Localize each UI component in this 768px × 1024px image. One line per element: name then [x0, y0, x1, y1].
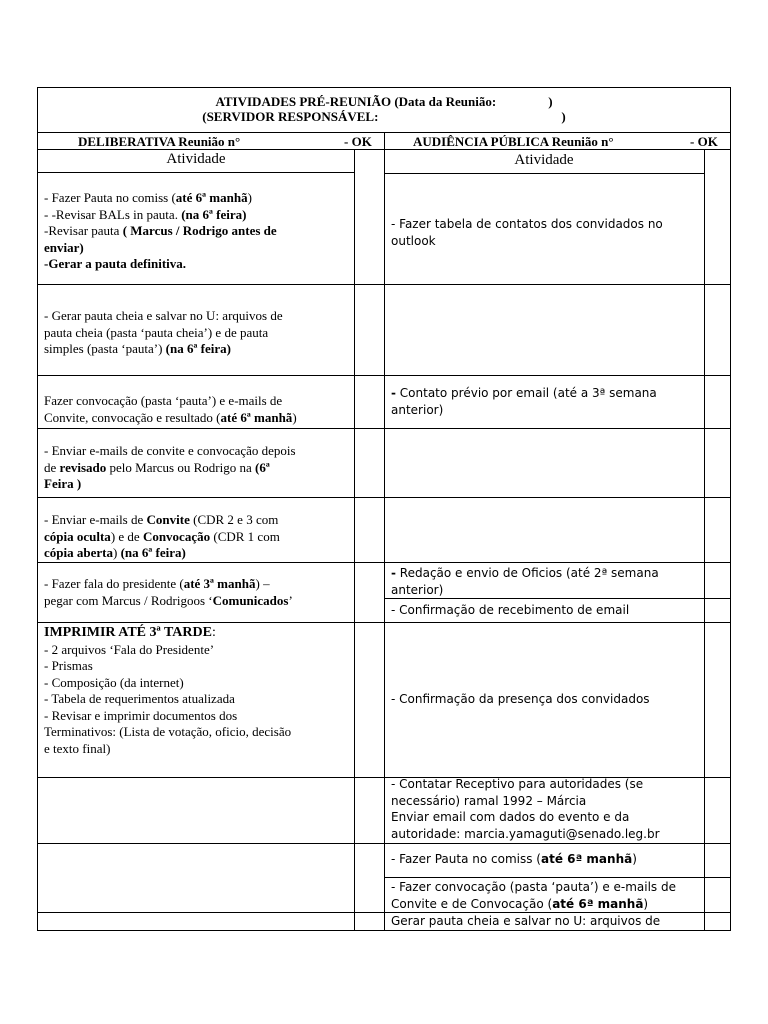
deliberativa-heading: DELIBERATIVA Reunião n° [78, 134, 241, 149]
row-divider [38, 497, 730, 498]
header-line-1 [38, 94, 730, 110]
left-row-5: - Enviar e-mails de Convite (CDR 2 e 3 com cópia oculta) e de Convocação (CDR 1 com cópia aberta) (na 6ª feira) [44, 512, 280, 560]
list-item: - Tabela de requerimentos atualizada [44, 691, 235, 706]
right-row-9b: - Fazer convocação (pasta ‘pauta’) e e-mails de Convite e de Convocação (até 6ª manhã) [391, 880, 676, 911]
left-activity-heading: Atividade [166, 151, 226, 167]
table-header [38, 88, 730, 133]
row-divider [38, 622, 730, 623]
list-item: Terminativos: (Lista de votação, oficio, decisão [44, 724, 292, 739]
header-responsible-label: (SERVIDOR RESPONSÁVEL: [202, 109, 379, 124]
row-divider [38, 284, 730, 285]
header-line-2 [38, 109, 730, 125]
row-divider [38, 149, 730, 150]
list-item: e texto final) [44, 740, 111, 756]
deliberativa-ok: - OK [344, 134, 372, 149]
left-row-4: - Enviar e-mails de convite e convocação depois de revisado pelo Marcus ou Rodrigo na (6ª Feira ) [44, 443, 296, 491]
right-row-9a: - Fazer Pauta no comiss (até 6ª manhã) [391, 852, 637, 866]
row-divider [38, 562, 730, 563]
list-item: - 2 arquivos ‘Fala do Presidente’ [44, 641, 215, 657]
row-divider [385, 173, 704, 174]
header-responsible-close: ) [561, 109, 566, 124]
right-row-1: - Fazer tabela de contatos dos convidados no outlook [391, 217, 663, 248]
right-row-7: - Confirmação da presença dos convidados [391, 692, 650, 706]
right-row-8: - Contatar Receptivo para autoridades (se necessário) ramal 1992 – Márcia Enviar email com dados do evento e da autoridade: marcia.yamaguti@senado.leg.br [391, 777, 660, 841]
left-row-2: - Gerar pauta cheia e salvar no U: arquivos de pauta cheia (pasta ‘pauta cheia’) e de pauta simples (pasta ‘pauta’) (na 6ª feira) [44, 308, 283, 356]
right-row-6a: - Redação e envio de Oficios (até 2ª semana anterior) [391, 566, 659, 597]
row-divider [385, 598, 730, 599]
list-item: - Prismas [44, 658, 93, 673]
right-row-3: - Contato prévio por email (até a 3ª semana anterior) [391, 386, 657, 417]
right-row-6b: - Confirmação de recebimento de email [391, 603, 630, 617]
right-activity-heading: Atividade [514, 152, 574, 168]
right-row-10: Gerar pauta cheia e salvar no U: arquivos de [391, 914, 661, 928]
audiencia-heading: AUDIÊNCIA PÚBLICA Reunião n° [413, 134, 614, 149]
right-ok-divider [704, 150, 705, 930]
activities-table [37, 87, 731, 931]
left-row-1: - Fazer Pauta no comiss (até 6ª manhã) - -Revisar BALs in pauta. (na 6ª feira) -Revisar pauta ( Marcus / Rodrigo antes de enviar) -Gerar a pauta definitiva. [44, 190, 277, 271]
row-divider [38, 172, 354, 173]
left-row-6: - Fazer fala do presidente (até 3ª manhã) – pegar com Marcus / Rodrigoos ‘Comunicados’ [44, 576, 293, 608]
center-divider [384, 132, 385, 930]
list-item: - Composição (da internet) [44, 674, 184, 690]
row-divider [38, 375, 730, 376]
header-meeting-date-label: ATIVIDADES PRÉ-REUNIÃO (Data da Reunião: [215, 94, 497, 109]
left-ok-divider [354, 150, 355, 930]
row-divider [385, 877, 730, 878]
list-item: - Revisar e imprimir documentos dos [44, 707, 238, 723]
print-deadline-title: IMPRIMIR ATÉ 3ª TARDE [44, 625, 212, 640]
header-meeting-date-close: ) [548, 94, 553, 109]
left-row-7: IMPRIMIR ATÉ 3ª TARDE: - 2 arquivos ‘Fala do Presidente’ - Prismas - Composição (da internet) - Tabela de requerimentos atualizada - Revisar e imprimir documentos dos Terminativos: (Lista de votação, oficio, decisão e texto final) [44, 625, 350, 757]
audiencia-ok: - OK [690, 134, 718, 149]
left-row-3: Fazer convocação (pasta ‘pauta’) e e-mails de Convite, convocação e resultado (até 6ª manhã) [44, 393, 297, 425]
row-divider [38, 843, 730, 844]
row-divider [38, 428, 730, 429]
